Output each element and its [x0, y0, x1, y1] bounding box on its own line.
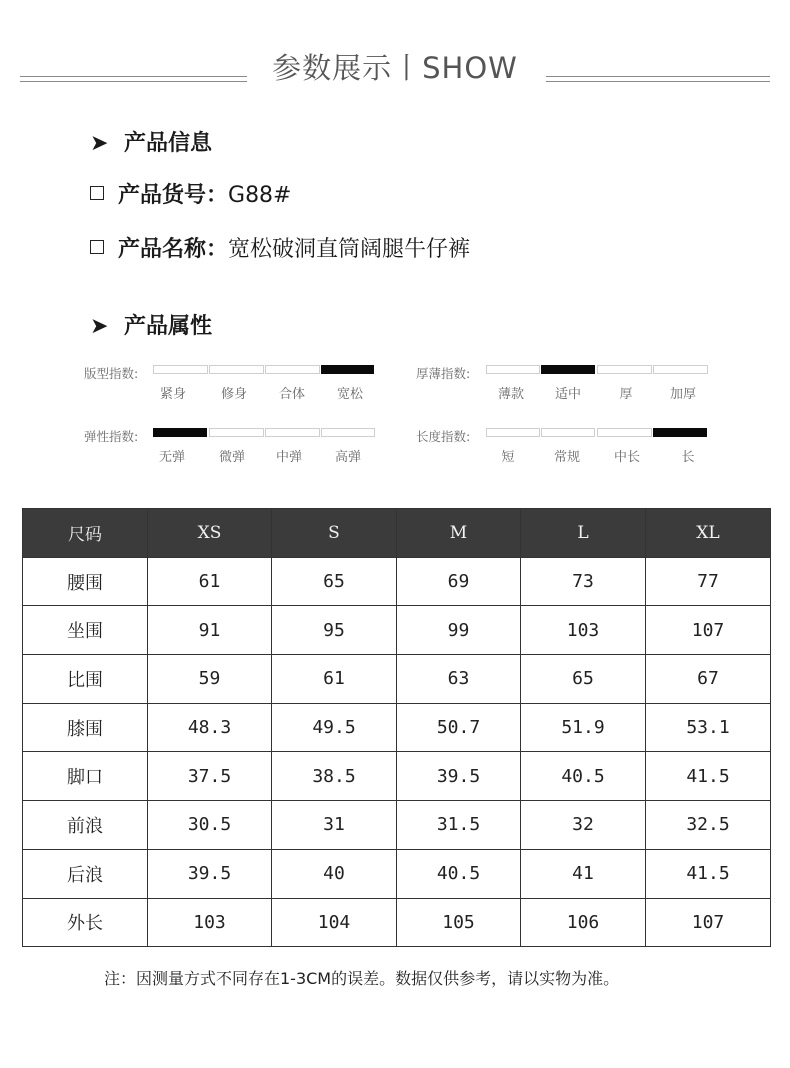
- table-row: [23, 655, 771, 704]
- product-code-value: G88#: [228, 183, 292, 208]
- index-segment: [597, 428, 652, 437]
- index-option: 加厚: [669, 387, 696, 402]
- table-cell: 106: [521, 898, 646, 947]
- page-title: 参数展示丨SHOW: [272, 51, 518, 85]
- table-cell: 65: [521, 655, 646, 704]
- header-cell-xs: XS: [148, 509, 272, 558]
- header-cell-m: M: [397, 509, 521, 558]
- arrow-icon: ➤: [90, 131, 109, 156]
- table-cell: 32.5: [646, 801, 771, 850]
- index-option: 薄款: [497, 387, 524, 402]
- thickness-index: [416, 365, 716, 405]
- table-cell: 105: [397, 898, 521, 947]
- row-label: 脚口: [23, 752, 148, 801]
- header-cell-xl: XL: [646, 509, 771, 558]
- section-title: 产品属性: [124, 314, 213, 339]
- index-option: 中长: [613, 450, 640, 465]
- table-cell: 38.5: [272, 752, 397, 801]
- table-header-row: [23, 509, 771, 558]
- table-cell: 31: [272, 801, 397, 850]
- table-cell: 104: [272, 898, 397, 947]
- index-segment: [153, 365, 208, 374]
- table-cell: 63: [397, 655, 521, 704]
- index-segment: [486, 365, 540, 374]
- stretch-index: [84, 428, 384, 468]
- index-segment: [541, 428, 595, 437]
- table-cell: 53.1: [646, 703, 771, 752]
- table-cell: 95: [272, 606, 397, 655]
- table-row: [23, 557, 771, 606]
- table-cell: 103: [148, 898, 272, 947]
- index-option: 修身: [220, 387, 247, 402]
- index-label: 长度指数:: [416, 429, 471, 444]
- table-row: [23, 606, 771, 655]
- index-label: 版型指数:: [84, 366, 139, 381]
- table-cell: 41.5: [646, 752, 771, 801]
- table-cell: 49.5: [272, 703, 397, 752]
- table-cell: 39.5: [148, 849, 272, 898]
- section-product-info: [90, 126, 212, 157]
- table-cell: 59: [148, 655, 272, 704]
- header-cell-size: 尺码: [23, 509, 148, 558]
- table-cell: 30.5: [148, 801, 272, 850]
- index-segment-selected: [541, 365, 595, 374]
- table-cell: 32: [521, 801, 646, 850]
- table-cell: 65: [272, 557, 397, 606]
- table-cell: 61: [272, 655, 397, 704]
- index-option: 厚: [619, 387, 633, 402]
- index-segment: [265, 365, 320, 374]
- index-option: 短: [501, 450, 515, 465]
- table-cell: 67: [646, 655, 771, 704]
- table-cell: 41.5: [646, 849, 771, 898]
- table-cell: 39.5: [397, 752, 521, 801]
- fit-index: [84, 365, 384, 405]
- product-name-value: 宽松破洞直筒阔腿牛仔裤: [228, 237, 471, 262]
- table-cell: 37.5: [148, 752, 272, 801]
- product-code-label: 产品货号：: [118, 183, 229, 208]
- table-cell: 99: [397, 606, 521, 655]
- size-table: [22, 508, 771, 947]
- table-cell: 41: [521, 849, 646, 898]
- table-cell: 50.7: [397, 703, 521, 752]
- length-index: [416, 428, 716, 468]
- checkbox-icon: [90, 240, 104, 254]
- index-label: 弹性指数:: [84, 429, 139, 444]
- index-option: 紧身: [159, 387, 186, 402]
- product-code-row: [90, 178, 292, 209]
- index-segment: [653, 365, 708, 374]
- table-cell: 31.5: [397, 801, 521, 850]
- index-label: 厚薄指数:: [416, 366, 471, 381]
- index-segment-selected: [321, 365, 374, 374]
- table-row: [23, 752, 771, 801]
- index-option: 无弹: [158, 450, 185, 465]
- table-cell: 48.3: [148, 703, 272, 752]
- table-cell: 107: [646, 898, 771, 947]
- section-product-attributes: [90, 309, 212, 340]
- table-cell: 61: [148, 557, 272, 606]
- index-option: 微弹: [218, 450, 245, 465]
- table-cell: 51.9: [521, 703, 646, 752]
- index-option: 常规: [553, 450, 580, 465]
- index-option: 宽松: [336, 387, 363, 402]
- table-cell: 91: [148, 606, 272, 655]
- row-label: 外长: [23, 898, 148, 947]
- header-cell-s: S: [272, 509, 397, 558]
- row-label: 坐围: [23, 606, 148, 655]
- index-segment-selected: [653, 428, 707, 437]
- product-name-label: 产品名称：: [118, 237, 229, 262]
- table-row: [23, 849, 771, 898]
- page-header: [0, 46, 790, 90]
- index-segment-selected: [153, 428, 207, 437]
- table-cell: 73: [521, 557, 646, 606]
- header-cell-l: L: [521, 509, 646, 558]
- index-option: 中弹: [275, 450, 302, 465]
- table-row: [23, 898, 771, 947]
- header-divider-right: [546, 76, 770, 82]
- index-segment: [209, 428, 264, 437]
- table-cell: 107: [646, 606, 771, 655]
- row-label: 腰围: [23, 557, 148, 606]
- table-cell: 69: [397, 557, 521, 606]
- index-option: 长: [681, 450, 695, 465]
- table-cell: 103: [521, 606, 646, 655]
- index-option: 合体: [278, 387, 305, 402]
- index-segment: [597, 365, 652, 374]
- table-row: [23, 801, 771, 850]
- index-segment: [209, 365, 264, 374]
- row-label: 后浪: [23, 849, 148, 898]
- index-option: 适中: [554, 387, 581, 402]
- index-option: 高弹: [334, 450, 361, 465]
- product-name-row: [90, 232, 470, 263]
- row-label: 膝围: [23, 703, 148, 752]
- table-cell: 40.5: [521, 752, 646, 801]
- row-label: 比围: [23, 655, 148, 704]
- table-cell: 40: [272, 849, 397, 898]
- index-segment: [321, 428, 375, 437]
- measurement-note: 注：因测量方式不同存在1-3CM的误差。数据仅供参考，请以实物为准。: [104, 969, 620, 988]
- arrow-icon: ➤: [90, 314, 109, 339]
- header-divider-left: [20, 76, 247, 82]
- table-cell: 77: [646, 557, 771, 606]
- table-row: [23, 703, 771, 752]
- section-title: 产品信息: [124, 131, 213, 156]
- row-label: 前浪: [23, 801, 148, 850]
- table-cell: 40.5: [397, 849, 521, 898]
- index-segment: [486, 428, 540, 437]
- checkbox-icon: [90, 186, 104, 200]
- index-segment: [265, 428, 320, 437]
